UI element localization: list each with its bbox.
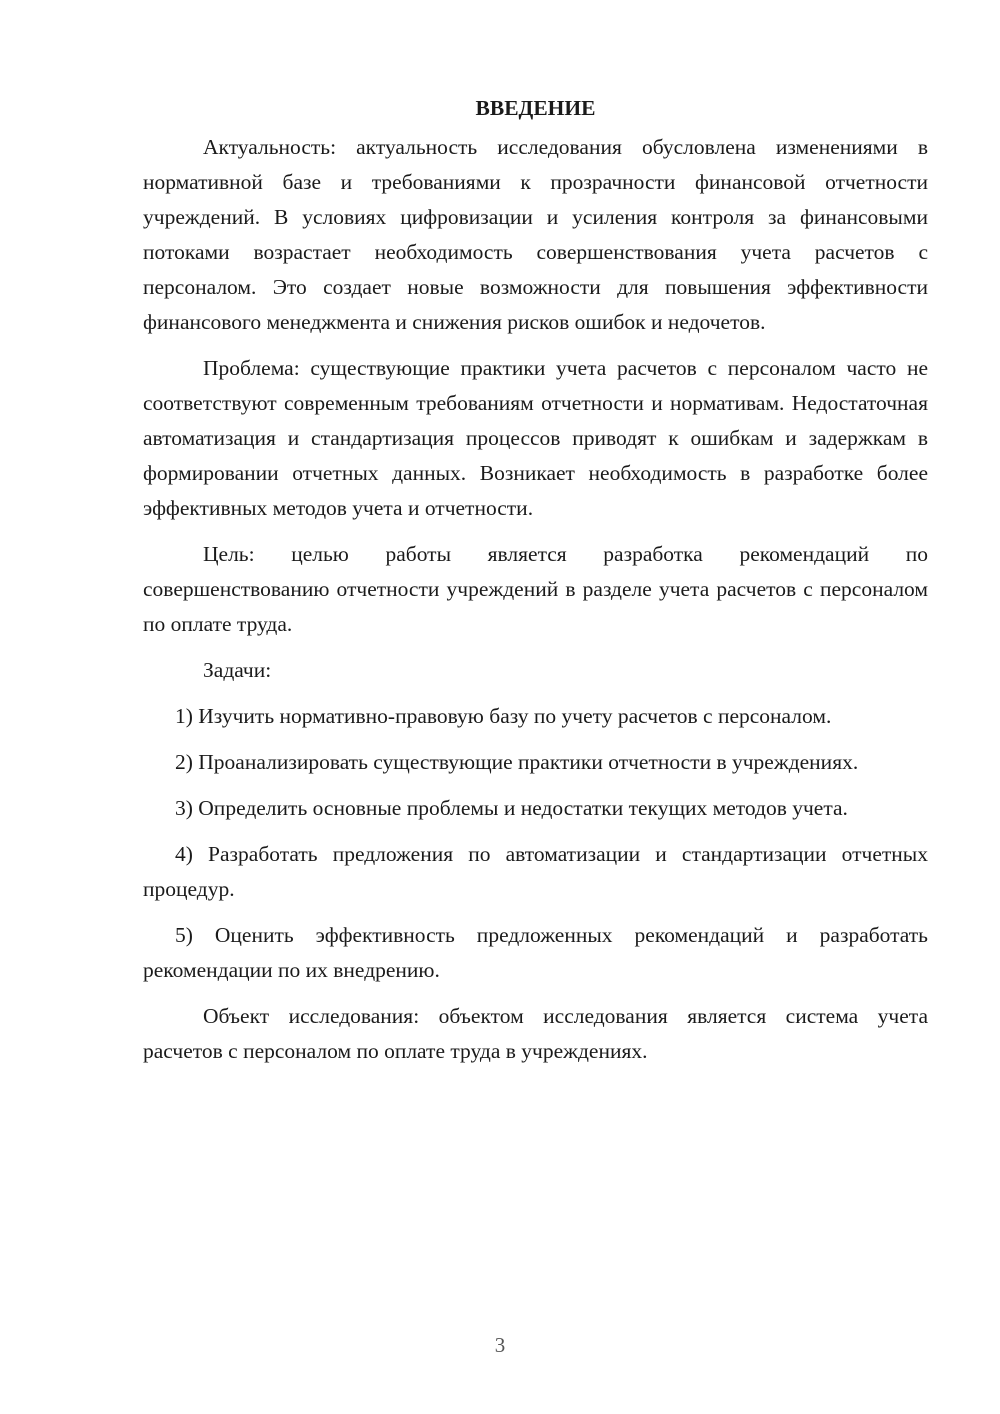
task-item: 5) Оценить эффективность предложенных рекомендаций и разработать рекомендации по их внедрению. xyxy=(143,923,928,982)
tasks-list xyxy=(143,699,928,988)
task-item: 1) Изучить нормативно-правовую базу по учету расчетов с персоналом. xyxy=(175,704,832,728)
page-content xyxy=(143,91,928,1080)
paragraph-problem: Проблема: существующие практики учета расчетов с персоналом часто не соответствуют современным требованиям отчетности и нормативам. Недостаточная автоматизация и стандартизация процессов приводят к ошибкам и задержкам в формировании отчетных данных. Возникает необходимость в разработке более эффективных методов учета и отчетности. xyxy=(143,356,928,520)
task-item: 2) Проанализировать существующие практики отчетности в учреждениях. xyxy=(175,750,859,774)
task-item: 3) Определить основные проблемы и недостатки текущих методов учета. xyxy=(175,796,848,820)
paragraph-relevance: Актуальность: актуальность исследования обусловлена изменениями в нормативной базе и требованиями к прозрачности финансовой отчетности учреждений. В условиях цифровизации и усиления контроля за финансовыми потоками возрастает необходимость совершенствования учета расчетов с персоналом. Это создает новые возможности для повышения эффективности финансового менеджмента и снижения рисков ошибок и недочетов. xyxy=(143,135,928,334)
tasks-heading: Задачи: xyxy=(203,658,272,682)
paragraph-goal: Цель: целью работы является разработка рекомендаций по совершенствованию отчетности учреждений в разделе учета расчетов с персоналом по оплате труда. xyxy=(143,542,928,636)
page-title: ВВЕДЕНИЕ xyxy=(475,96,596,120)
paragraph-object: Объект исследования: объектом исследования является система учета расчетов с персоналом по оплате труда в учреждениях. xyxy=(143,1004,928,1063)
page-number: 3 xyxy=(494,1333,506,1357)
task-item: 4) Разработать предложения по автоматизации и стандартизации отчетных процедур. xyxy=(143,842,928,901)
